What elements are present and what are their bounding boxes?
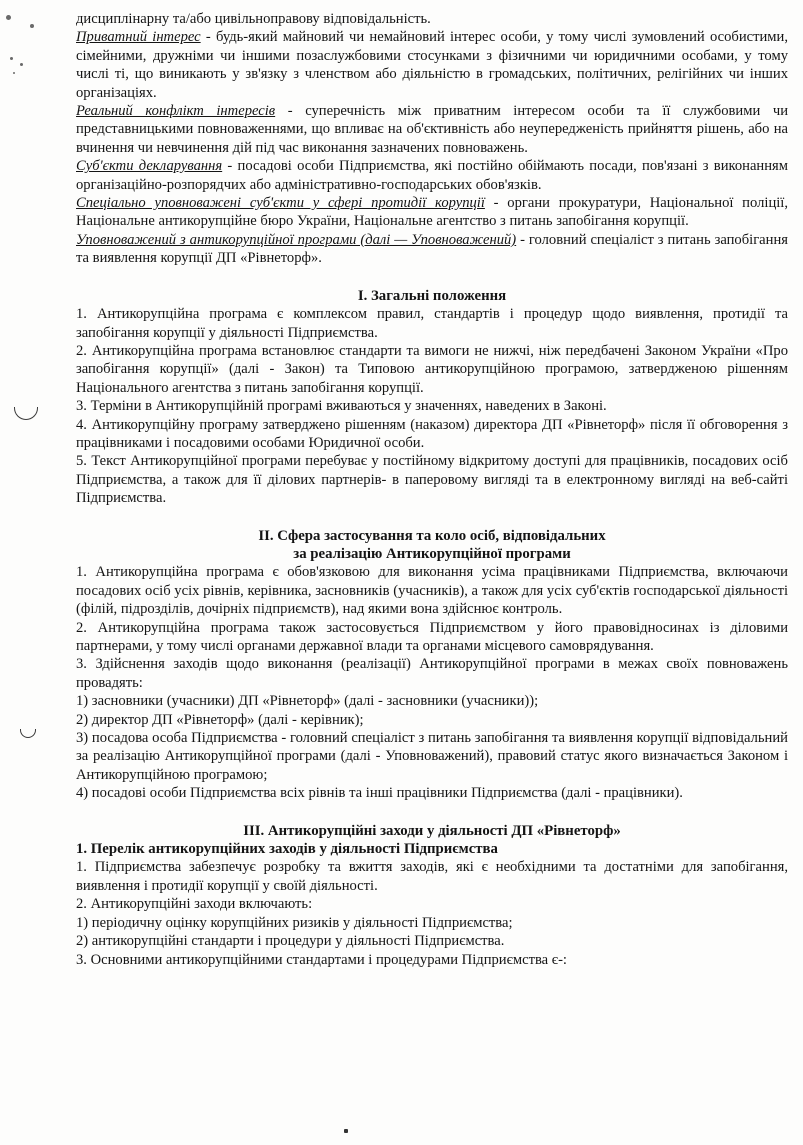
definition-text: - будь-який майновий чи немайновий інтерес особи, у тому числі зумовлений особистими, сімейними, дружніми чи іншими позаслужбовими стосунками з фізичними чи юридичними особами, у тому числі ті, що виникають у зв'язку з членством або діяльністю в громадських, політичних, релігійних чи інших організаціях. <box>76 29 788 101</box>
body-paragraph: 1) засновники (учасники) ДП «Рівнеторф» (далі - засновники (учасники)); <box>76 693 539 710</box>
body-paragraph: 2. Антикорупційна програма також застосовується Підприємством у його правовідносинах із діловими партнерами, у тому числі органами державної влади та органами місцевого самоврядування. <box>76 619 788 654</box>
defined-term: Спеціально уповноважені суб'єкти у сфері протидії корупції <box>76 195 485 212</box>
definition-text: - суперечність між приватним інтересом особи та її службовими чи представницькими повноваженнями, що впливає на об'єктивність або неупередженість прийняття рішень, або на вчинення чи невчинення дій під час виконання зазначених повноважень. <box>76 103 789 156</box>
scan-speck <box>6 15 11 20</box>
defined-term: Реальний конфлікт інтересів <box>76 103 276 120</box>
section-heading: ІІ. Сфера застосування та коло осіб, відповідальних <box>258 527 606 544</box>
defined-term: Приватний інтерес <box>76 29 201 46</box>
scan-speck <box>30 24 34 28</box>
body-paragraph: 2. Антикорупційні заходи включають: <box>76 896 313 913</box>
definition-paragraph <box>76 28 788 102</box>
body-paragraph: 1) періодичну оцінку корупційних ризиків у діяльності Підприємства; <box>76 914 513 931</box>
body-paragraph: 5. Текст Антикорупційної програми перебуває у постійному відкритому доступі для працівників, посадових осіб Підприємства, а також для її ділових партнерів- в паперовому вигляді та в електронному вигляді на веб-сайті Підприємства. <box>76 453 788 507</box>
body-paragraph: 2) директор ДП «Рівнеторф» (далі - керівник); <box>76 711 364 728</box>
defined-term: Уповноважений з антикорупційної програми (далі — Уповноважений) <box>76 231 517 248</box>
definition-text: - головний спеціаліст з питань запобігання та виявлення корупції ДП «Рівнеторф». <box>76 231 788 267</box>
document-body <box>76 10 788 969</box>
punch-hole-mark <box>20 729 36 738</box>
body-paragraph: 4) посадові особи Підприємства всіх рівнів та інші працівники Підприємства (далі - працівники). <box>76 785 683 802</box>
punch-hole-mark <box>14 407 38 420</box>
definition-paragraph <box>76 194 788 231</box>
body-paragraph: 3. Терміни в Антикорупційній програмі вживаються у значеннях, наведених в Законі. <box>76 398 607 415</box>
definition-paragraph <box>76 231 788 268</box>
scan-speck <box>20 63 23 66</box>
section-heading: за реалізацію Антикорупційної програми <box>293 545 571 562</box>
body-paragraph: 3. Основними антикорупційними стандартами і процедурами Підприємства є-: <box>76 951 567 968</box>
definition-paragraph <box>76 157 788 194</box>
definition-text: - органи прокуратури, Національної поліції, Національне антикорупційне бюро України, Національне агентство з питань запобігання корупції. <box>76 195 789 230</box>
body-paragraph: 1. Антикорупційна програма є комплексом правил, стандартів і процедур щодо виявлення, протидії та запобігання корупції у діяльності Підприємства. <box>76 306 788 341</box>
scan-speck <box>10 57 13 60</box>
section-heading: І. Загальні положення <box>357 287 507 304</box>
body-paragraph: дисциплінарну та/або цивільноправову відповідальність. <box>76 11 431 27</box>
body-paragraph: 4. Антикорупційну програму затверджено рішенням (наказом) директора ДП «Рівнеторф» після її обговорення з працівниками і посадовими особами Юридичної особи. <box>76 416 788 451</box>
body-paragraph: 1. Підприємства забезпечує розробку та вжиття заходів, які є необхідними та достатніми для запобігання, виявлення і протидії корупції у своїй діяльності. <box>76 859 788 894</box>
definition-paragraph <box>76 102 788 157</box>
section-heading: ІІІ. Антикорупційні заходи у діяльності ДП «Рівнеторф» <box>243 822 621 839</box>
scan-speck <box>344 1129 348 1133</box>
body-paragraph: 3. Здійснення заходів щодо виконання (реалізації) Антикорупційної програми в межах своїх повноважень провадять: <box>76 656 788 691</box>
body-paragraph: 2) антикорупційні стандарти і процедури у діяльності Підприємства. <box>76 933 505 950</box>
defined-term: Суб'єкти декларування <box>76 158 223 175</box>
definition-text: - посадові особи Підприємства, які постійно обіймають посади, пов'язані з виконанням організаційно-розпорядчих або адміністративно-господарських обов'язків. <box>76 158 789 193</box>
body-paragraph: 1. Антикорупційна програма є обов'язковою для виконання усіма працівниками Підприємства, включаючи посадових осіб усіх рівнів, керівника, засновників (учасників), а також для усіх суб'єктів господарської діяльності (філій, підрозділів, дочірніх підприємств), над якими вона здійснює контроль. <box>76 564 788 618</box>
subsection-heading: 1. Перелік антикорупційних заходів у діяльності Підприємства <box>76 841 498 858</box>
body-paragraph: 3) посадова особа Підприємства - головний спеціаліст з питань запобігання та виявлення корупції відповідальний за реалізацію Антикорупційної програми (далі - Уповноважений), правовий статус якого визначається Законом і Антикорупційною програмою; <box>76 730 788 783</box>
scan-speck <box>13 72 15 74</box>
body-paragraph: 2. Антикорупційна програма встановлює стандарти та вимоги не нижчі, ніж передбачені Законом України «Про запобігання корупції» (далі - Закон) та Типовою антикорупційною програмою, затвердженою рішенням Національного агентства з питань запобігання корупції. <box>76 342 788 396</box>
